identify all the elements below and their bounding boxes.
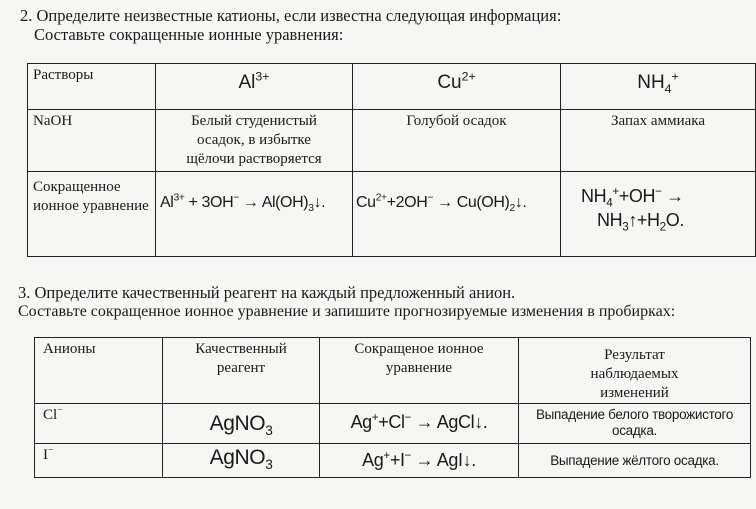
table-row [35, 404, 751, 444]
header-result: Результат наблюдаемых изменений [519, 338, 751, 404]
task2-line1: 2. Определите неизвестные катионы, если известна следующая информация: [20, 6, 562, 25]
result-iodide: Выпадение жёлтого осадка. [519, 444, 751, 478]
header-cation-al: $Al^{3+}$ [156, 64, 353, 110]
cations-table [27, 63, 756, 257]
task3-line1: 3. Определите качественный реагент на каждый предложенный анион. [18, 283, 516, 302]
equation-iodide: Ag++I− → AgI↓. [320, 444, 519, 478]
reagent-agno3-1: AgNO$_3$ [163, 404, 320, 444]
row-label-ionic-equation: Сокращенное ионное уравнение [28, 172, 156, 257]
anions-table [34, 337, 751, 478]
observation-nh4: Запах аммиака [561, 110, 756, 172]
observation-al: Белый студенистый осадок, в избытке щёлочи растворяется [156, 110, 353, 172]
header-cation-nh4: $NH_4^+$ [561, 64, 756, 110]
equation-cu: $Cu^{2+}+2OH^-$ → $Cu(OH)_2↓$. [353, 172, 561, 257]
table-row [28, 64, 756, 110]
task2-line2: Составьте сокращенные ионные уравнения: [34, 25, 344, 44]
table-row [28, 110, 756, 172]
header-cation-cu: $Cu^{2+}$ [353, 64, 561, 110]
equation-al: $Al^{3+} + 3OH^-$ → $Al(OH)_3↓$. [156, 172, 353, 257]
equation-nh4 [561, 172, 756, 257]
task3-line2: Составьте сокращенное ионное уравнение и запишите прогнозируемые изменения в пробирках: [18, 303, 676, 320]
equation-chloride: Ag++Cl− → AgCl↓. [320, 404, 519, 444]
result-chloride: Выпадение белого творожистого осадка. [519, 404, 751, 444]
header-anions: Анионы [35, 338, 163, 404]
header-solutions: Растворы [28, 64, 156, 110]
table-row [35, 338, 751, 404]
reagent-naoh: NaOH [28, 110, 156, 172]
header-reagent: Качественный реагент [163, 338, 320, 404]
anion-chloride: Cl− [35, 404, 163, 444]
table-row [35, 444, 751, 478]
reagent-agno3-2: AgNO$_3$ [163, 444, 320, 478]
anion-iodide: I− [35, 444, 163, 478]
header-equation: Сокращеное ионное уравнение [320, 338, 519, 404]
table-row [28, 172, 756, 257]
equation-nh4-line1: $NH_4^++OH^-$ → [581, 185, 684, 210]
equation-nh4-line2: $NH_3↑+H_2O$. [597, 210, 684, 234]
observation-cu: Голубой осадок [353, 110, 561, 172]
